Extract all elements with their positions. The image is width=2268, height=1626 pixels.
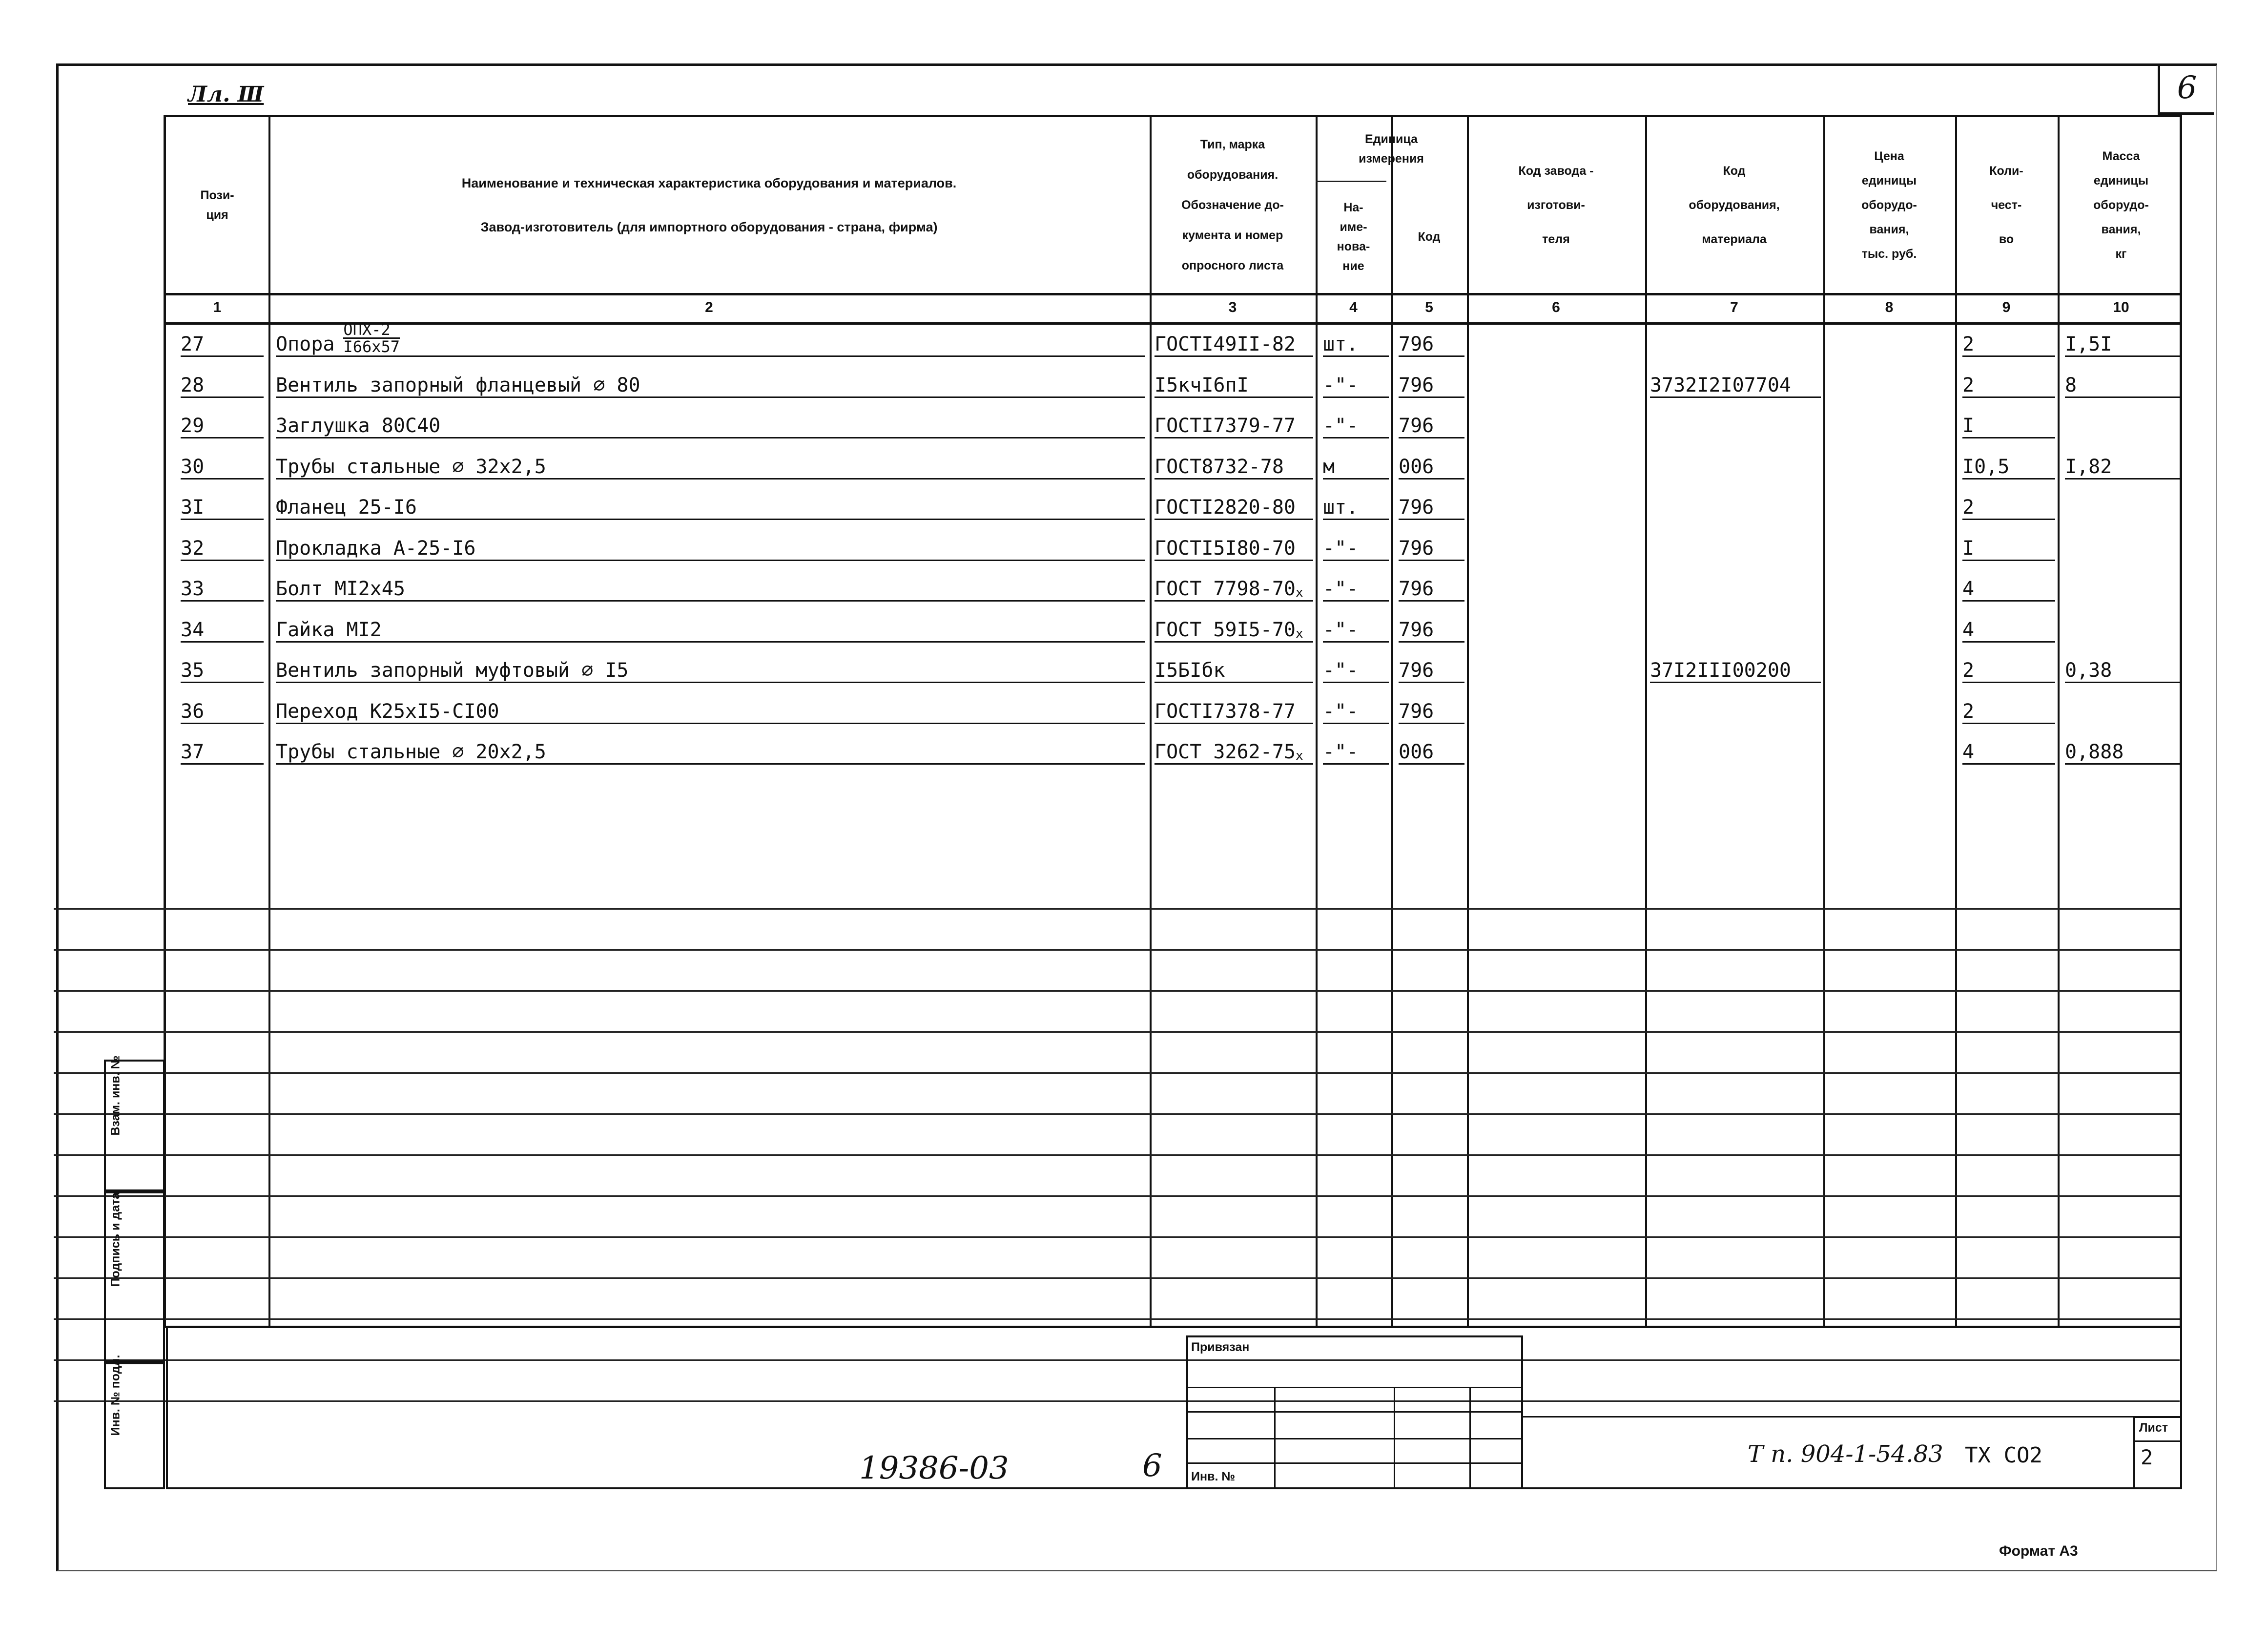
table-cell-mass <box>2065 693 2182 723</box>
table-cell-qty: 2 <box>1962 367 2055 398</box>
table-cell-qty: 2 <box>1962 652 2055 683</box>
table-cell-mat_code <box>1650 408 1821 437</box>
table-cell-name: Фланец 25-I6 <box>276 489 1145 520</box>
empty-row-line <box>54 1031 2180 1033</box>
table-cell-unit: шт. <box>1323 489 1389 520</box>
column-number: 5 <box>1425 299 1433 315</box>
table-cell-type: ГОСТ 3262-75 $_x$ <box>1155 734 1313 765</box>
table-cell-mass <box>2065 489 2182 519</box>
table-cell-mass: I,5I <box>2065 326 2182 357</box>
table-cell-mat_code <box>1650 612 1821 641</box>
table-cell-code: 796 <box>1399 693 1464 724</box>
empty-row-line <box>54 1318 2180 1320</box>
empty-row-line <box>54 1277 2180 1279</box>
stamp-line <box>1186 1462 1523 1464</box>
table-cell-name: Вентиль запорный муфтовый ∅ I5 <box>276 652 1145 683</box>
table-cell-qty: 2 <box>1962 693 2055 724</box>
header-price: Цена единицы оборудо- вания, тыс. руб. <box>1861 149 1917 261</box>
side-stamp-replace: Взам. инв. № <box>104 1060 165 1191</box>
table-cell-mass: 0,38 <box>2065 652 2182 683</box>
table-cell-name: Гайка МI2 <box>276 612 1145 643</box>
doc-code-handwritten: Т п. 904-1-54.83 <box>1748 1440 1943 1468</box>
table-cell-unit: -"- <box>1323 734 1389 765</box>
table-cell-name: Трубы стальные ∅ 20x2,5 <box>276 734 1145 765</box>
table-cell-type: ГОСТI7378-77 <box>1155 693 1313 724</box>
column-number: 1 <box>213 299 222 315</box>
header-divider <box>166 322 2180 325</box>
table-cell-mass: I,82 <box>2065 449 2182 479</box>
table-cell-unit: -"- <box>1323 367 1389 398</box>
table-cell-name: Переход К25xI5-СI00 <box>276 693 1145 724</box>
table-cell-name: Прокладка А-25-I6 <box>276 530 1145 561</box>
header-maker-code: Код завода - изготови- теля <box>1518 164 1594 246</box>
table-cell-pos: 30 <box>181 449 264 479</box>
table-cell-name: Опора $\frac{\text{ОПХ-2}}{I66x57}$ <box>276 326 1145 357</box>
table-cell-unit: -"- <box>1323 612 1389 643</box>
table-cell-pos: 27 <box>181 326 264 357</box>
table-cell-unit: -"- <box>1323 652 1389 683</box>
format-label: Формат А3 <box>1999 1543 2078 1559</box>
column-number: 7 <box>1730 299 1738 315</box>
album-label: Лл. Ⅲ <box>188 82 264 107</box>
table-cell-qty: 4 <box>1962 612 2055 643</box>
table-cell-name: Заглушка 80С40 <box>276 408 1145 438</box>
table-cell-code: 796 <box>1399 489 1464 520</box>
empty-row-line <box>54 1154 2180 1156</box>
specification-table <box>164 115 2182 1328</box>
table-cell-unit: шт. <box>1323 326 1389 357</box>
table-cell-mass <box>2065 612 2182 641</box>
empty-row-line <box>54 1236 2180 1238</box>
empty-row-line <box>54 1113 2180 1115</box>
sheet-value: 2 <box>2141 1445 2153 1469</box>
table-cell-qty: 4 <box>1962 571 2055 602</box>
empty-row-line <box>54 990 2180 992</box>
table-cell-type: ГОСТI2820-80 <box>1155 489 1313 520</box>
header-position: Пози- ция <box>200 188 234 222</box>
table-cell-mat_code <box>1650 326 1821 355</box>
stamp-line <box>1274 1387 1276 1489</box>
table-cell-mat_code <box>1650 530 1821 560</box>
table-cell-mat_code <box>1650 734 1821 763</box>
table-cell-pos: 29 <box>181 408 264 438</box>
empty-row-line <box>54 1195 2180 1197</box>
table-cell-mass: 0,888 <box>2065 734 2182 765</box>
column-number: 8 <box>1885 299 1894 315</box>
stamp-line <box>1186 1387 1523 1388</box>
table-cell-code: 796 <box>1399 571 1464 602</box>
table-cell-pos: 37 <box>181 734 264 765</box>
archive-number: 19386-03 <box>859 1450 1009 1486</box>
table-cell-mat_code <box>1650 449 1821 478</box>
table-cell-code: 006 <box>1399 734 1464 765</box>
table-cell-code: 796 <box>1399 530 1464 561</box>
table-cell-unit: -"- <box>1323 693 1389 724</box>
table-cell-code: 796 <box>1399 612 1464 643</box>
table-cell-qty: I0,5 <box>1962 449 2055 479</box>
table-cell-name: Трубы стальные ∅ 32x2,5 <box>276 449 1145 479</box>
sheet-label: Лист <box>2139 1421 2168 1435</box>
header-unit-name: На- име- нова- ние <box>1337 201 1370 273</box>
table-cell-pos: 36 <box>181 693 264 724</box>
sheet-number: 6 <box>2158 63 2214 115</box>
column-number: 6 <box>1552 299 1560 315</box>
column-number: 9 <box>2002 299 2011 315</box>
table-cell-pos: 34 <box>181 612 264 643</box>
table-cell-type: I5кчI6пI <box>1155 367 1313 398</box>
header-material-code: Код оборудования, материала <box>1689 164 1780 246</box>
column-number: 3 <box>1228 299 1237 315</box>
table-cell-qty: 2 <box>1962 489 2055 520</box>
stamp-line <box>1523 1416 2182 1418</box>
table-cell-qty: 2 <box>1962 326 2055 357</box>
table-cell-pos: 28 <box>181 367 264 398</box>
column-number: 4 <box>1349 299 1358 315</box>
doc-code: ТХ СО2 <box>1965 1443 2042 1468</box>
table-cell-mass <box>2065 571 2182 600</box>
stamp-line <box>1186 1411 1523 1413</box>
inventory-label: Инв. № <box>1191 1470 1236 1483</box>
table-cell-code: 796 <box>1399 367 1464 398</box>
stamp-line <box>1394 1387 1395 1489</box>
support-fraction: $\frac{\text{ОПХ-2}}{I66x57}$ <box>343 320 400 356</box>
header-type: Тип, марка оборудования. Обозначение до- кумента и номер опросного листа <box>1181 138 1284 272</box>
table-cell-mass <box>2065 530 2182 560</box>
stamp-line <box>1186 1438 1523 1439</box>
archive-page: 6 <box>1142 1448 1162 1484</box>
table-cell-unit: м <box>1323 449 1389 479</box>
side-stamp-inventory: Инв. № подл. <box>104 1362 165 1489</box>
table-cell-type: ГОСТ 59I5-70 $_x$ <box>1155 612 1313 643</box>
empty-row-line <box>54 949 2180 951</box>
table-cell-type: ГОСТI5I80-70 <box>1155 530 1313 561</box>
table-cell-qty: 4 <box>1962 734 2055 765</box>
table-cell-mat_code <box>1650 489 1821 519</box>
table-cell-name: Вентиль запорный фланцевый ∅ 80 <box>276 367 1145 398</box>
table-cell-unit: -"- <box>1323 530 1389 561</box>
stamp-line <box>2133 1440 2182 1442</box>
table-cell-unit: -"- <box>1323 571 1389 602</box>
table-cell-code: 796 <box>1399 326 1464 357</box>
column-number: 2 <box>705 299 713 315</box>
table-cell-type: ГОСТI49II-82 <box>1155 326 1313 357</box>
table-cell-type: I5БIбк <box>1155 652 1313 683</box>
side-stamp-signature: Подпись и дата <box>104 1191 165 1362</box>
table-cell-unit: -"- <box>1323 408 1389 438</box>
table-cell-mat_code: 3732I2I07704 <box>1650 367 1821 398</box>
header-name: Наименование и техническая характеристика оборудования и материалов. Завод-изготовитель (для импортного оборудования - страна, фирма) <box>461 176 957 234</box>
empty-row-line <box>54 1072 2180 1074</box>
table-cell-mat_code <box>1650 571 1821 600</box>
table-cell-mass: 8 <box>2065 367 2182 398</box>
table-cell-type: ГОСТI7379-77 <box>1155 408 1313 438</box>
empty-row-line <box>54 908 2180 910</box>
table-cell-code: 006 <box>1399 449 1464 479</box>
table-cell-pos: 35 <box>181 652 264 683</box>
table-cell-name: Болт МI2x45 <box>276 571 1145 602</box>
header-mass: Масса единицы оборудо- вания, кг <box>2093 149 2149 261</box>
table-cell-type: ГОСТ 7798-70 $_x$ <box>1155 571 1313 602</box>
binding-label: Привязан <box>1191 1340 1250 1354</box>
table-cell-pos: 3I <box>181 489 264 520</box>
table-cell-mat_code <box>1650 693 1821 723</box>
table-cell-qty: I <box>1962 530 2055 561</box>
table-cell-mass <box>2065 408 2182 437</box>
header-quantity: Коли- чест- во <box>1989 164 2023 246</box>
column-number: 10 <box>2113 299 2129 315</box>
table-cell-pos: 32 <box>181 530 264 561</box>
header-unit: Единица измерения <box>1359 132 1424 166</box>
header-unit-code: Код <box>1418 230 1441 244</box>
table-cell-mat_code: 37I2III00200 <box>1650 652 1821 683</box>
table-cell-qty: I <box>1962 408 2055 438</box>
table-cell-code: 796 <box>1399 408 1464 438</box>
table-cell-pos: 33 <box>181 571 264 602</box>
table-cell-code: 796 <box>1399 652 1464 683</box>
table-cell-type: ГОСТ8732-78 <box>1155 449 1313 479</box>
stamp-line <box>1469 1387 1471 1489</box>
